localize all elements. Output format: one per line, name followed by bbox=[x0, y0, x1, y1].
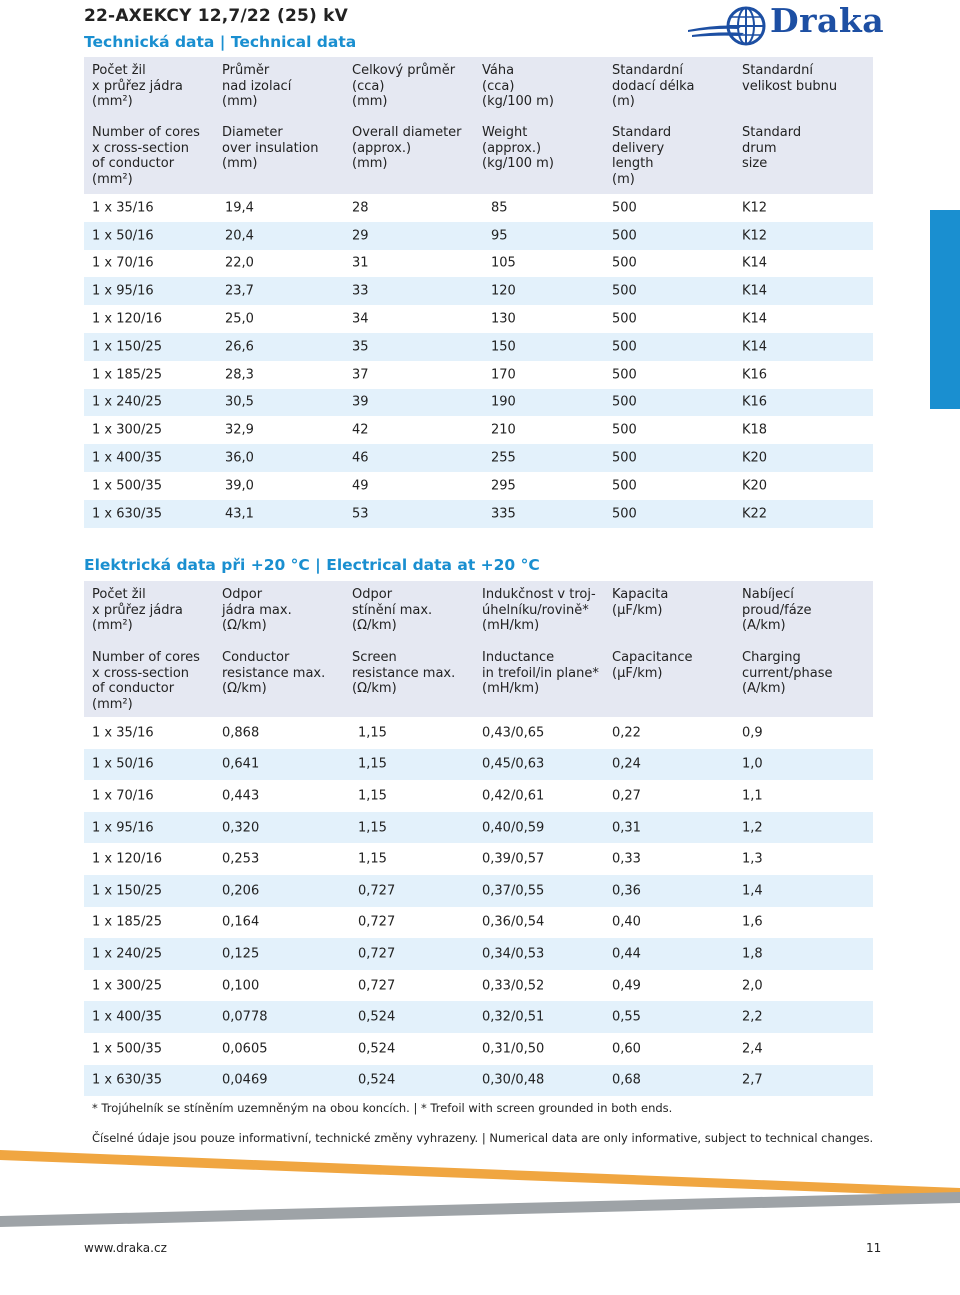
decorative-stripes bbox=[0, 1150, 960, 1230]
table-cell: 0,641 bbox=[222, 756, 260, 772]
table-cell: 85 bbox=[491, 200, 508, 216]
table-row bbox=[84, 907, 873, 939]
table-cell: 500 bbox=[612, 311, 637, 327]
table-cell: 1 x 300/25 bbox=[92, 978, 162, 994]
globe-icon bbox=[688, 4, 768, 48]
table-row bbox=[84, 875, 873, 907]
table-cell: 1,15 bbox=[358, 756, 387, 772]
table-cell: 0,0605 bbox=[222, 1041, 268, 1057]
table-cell: 0,30/0,48 bbox=[482, 1072, 545, 1088]
table-cell: 53 bbox=[352, 506, 369, 522]
table-cell: 0,39/0,57 bbox=[482, 851, 545, 867]
orange-stripe bbox=[0, 1150, 960, 1197]
table-cell: 1 x 500/35 bbox=[92, 1041, 162, 1057]
table-cell: 1 x 185/25 bbox=[92, 367, 162, 383]
table-cell: 0,22 bbox=[612, 725, 641, 741]
table-cell: 0,727 bbox=[358, 978, 396, 994]
table-header bbox=[84, 581, 873, 717]
table-cell: 1 x 95/16 bbox=[92, 283, 154, 299]
table-cell: 46 bbox=[352, 450, 369, 466]
table-cell: 0,125 bbox=[222, 946, 260, 962]
table-row bbox=[84, 250, 873, 278]
table-cell: 500 bbox=[612, 339, 637, 355]
table-cell: 1,8 bbox=[742, 946, 763, 962]
table-cell: 500 bbox=[612, 450, 637, 466]
table-header bbox=[84, 57, 873, 194]
table-cell: 19,4 bbox=[225, 200, 254, 216]
table-cell: 0,40/0,59 bbox=[482, 820, 545, 836]
table-cell: 0,49 bbox=[612, 978, 641, 994]
table-cell: 0,34/0,53 bbox=[482, 946, 545, 962]
table-cell: 39,0 bbox=[225, 478, 254, 494]
table-cell: 0,40 bbox=[612, 914, 641, 930]
table-row bbox=[84, 1033, 873, 1065]
table-cell: 500 bbox=[612, 228, 637, 244]
table-cell: 0,44 bbox=[612, 946, 641, 962]
table-row bbox=[84, 333, 873, 361]
table-cell: 1 x 150/25 bbox=[92, 883, 162, 899]
table-cell: 1 x 500/35 bbox=[92, 478, 162, 494]
table-cell: 1 x 185/25 bbox=[92, 914, 162, 930]
column-header-cz: Nabíjecí proud/fáze (A/km) bbox=[742, 587, 812, 633]
table-cell: 1,15 bbox=[358, 851, 387, 867]
table-row bbox=[84, 717, 873, 749]
table-cell: 1,2 bbox=[742, 820, 763, 836]
column-header-cz: Odpor stínění max. (Ω/km) bbox=[352, 587, 433, 633]
side-tab-marker bbox=[930, 210, 960, 409]
trefoil-footnote: * Trojúhelník se stíněním uzemněným na obou koncích. | * Trefoil with screen grounded in both ends. bbox=[92, 1101, 673, 1115]
table-cell: 35 bbox=[352, 339, 369, 355]
table-cell: K12 bbox=[742, 200, 768, 216]
table-cell: 1 x 240/25 bbox=[92, 394, 162, 410]
table-cell: 26,6 bbox=[225, 339, 254, 355]
electrical-data-table bbox=[84, 581, 873, 1096]
technical-data-heading: Technická data | Technical data bbox=[84, 33, 357, 51]
table-cell: 120 bbox=[491, 283, 516, 299]
column-header-cz: Kapacita (μF/km) bbox=[612, 587, 669, 618]
column-header-cz: Standardní velikost bubnu bbox=[742, 63, 838, 94]
table-cell: 0,33 bbox=[612, 851, 641, 867]
table-cell: 95 bbox=[491, 228, 508, 244]
table-row bbox=[84, 305, 873, 333]
table-cell: 0,43/0,65 bbox=[482, 725, 545, 741]
table-cell: 25,0 bbox=[225, 311, 254, 327]
table-cell: 0,524 bbox=[358, 1041, 396, 1057]
table-cell: 500 bbox=[612, 255, 637, 271]
column-header-en: Number of cores x cross-section of conductor (mm²) bbox=[92, 650, 200, 712]
table-cell: 23,7 bbox=[225, 283, 254, 299]
table-cell: 39 bbox=[352, 394, 369, 410]
column-header-en: Diameter over insulation (mm) bbox=[222, 125, 319, 171]
table-cell: 0,45/0,63 bbox=[482, 756, 545, 772]
table-row bbox=[84, 1001, 873, 1033]
logo-wordmark: Draka bbox=[770, 1, 885, 40]
table-cell: 1 x 70/16 bbox=[92, 788, 154, 804]
table-row bbox=[84, 1065, 873, 1097]
column-header-en: Standard drum size bbox=[742, 125, 802, 171]
column-header-en: Charging current/phase (A/km) bbox=[742, 650, 833, 696]
table-cell: 1,4 bbox=[742, 883, 763, 899]
table-cell: 0,727 bbox=[358, 914, 396, 930]
table-cell: 1,1 bbox=[742, 788, 763, 804]
table-cell: 0,60 bbox=[612, 1041, 641, 1057]
table-cell: 210 bbox=[491, 422, 516, 438]
table-cell: 0,36/0,54 bbox=[482, 914, 545, 930]
table-cell: 43,1 bbox=[225, 506, 254, 522]
table-cell: 130 bbox=[491, 311, 516, 327]
table-cell: 31 bbox=[352, 255, 369, 271]
table-cell: 1,15 bbox=[358, 788, 387, 804]
table-cell: 335 bbox=[491, 506, 516, 522]
table-cell: 1 x 50/16 bbox=[92, 228, 154, 244]
table-cell: 29 bbox=[352, 228, 369, 244]
table-cell: 0,0778 bbox=[222, 1009, 268, 1025]
table-row bbox=[84, 361, 873, 389]
table-cell: 49 bbox=[352, 478, 369, 494]
column-header-en: Conductor resistance max. (Ω/km) bbox=[222, 650, 326, 696]
table-cell: 0,31 bbox=[612, 820, 641, 836]
table-cell: 1,6 bbox=[742, 914, 763, 930]
table-cell: 500 bbox=[612, 506, 637, 522]
table-cell: 0,727 bbox=[358, 883, 396, 899]
table-body bbox=[84, 717, 873, 1096]
table-cell: 1 x 50/16 bbox=[92, 756, 154, 772]
table-cell: 0,24 bbox=[612, 756, 641, 772]
table-cell: 2,0 bbox=[742, 978, 763, 994]
table-cell: 0,443 bbox=[222, 788, 260, 804]
table-cell: 2,7 bbox=[742, 1072, 763, 1088]
table-cell: 34 bbox=[352, 311, 369, 327]
column-header-cz: Průměr nad izolací (mm) bbox=[222, 63, 292, 109]
column-header-en: Weight (approx.) (kg/100 m) bbox=[482, 125, 554, 171]
footer-url: www.draka.cz bbox=[84, 1241, 167, 1255]
table-cell: 1 x 95/16 bbox=[92, 820, 154, 836]
table-cell: 0,33/0,52 bbox=[482, 978, 545, 994]
column-header-cz: Váha (cca) (kg/100 m) bbox=[482, 63, 554, 109]
draka-logo bbox=[688, 1, 885, 48]
table-cell: K14 bbox=[742, 255, 768, 271]
table-cell: 1 x 35/16 bbox=[92, 200, 154, 216]
table-cell: 28 bbox=[352, 200, 369, 216]
table-cell: 1,15 bbox=[358, 820, 387, 836]
table-cell: 20,4 bbox=[225, 228, 254, 244]
table-body bbox=[84, 194, 873, 528]
table-row bbox=[84, 843, 873, 875]
table-cell: K18 bbox=[742, 422, 768, 438]
disclaimer-footnote: Číselné údaje jsou pouze informativní, technické změny vyhrazeny. | Numerical data are only informative, subject to technical changes. bbox=[92, 1131, 874, 1145]
table-cell: K20 bbox=[742, 478, 768, 494]
table-cell: 0,0469 bbox=[222, 1072, 268, 1088]
page-number: 11 bbox=[866, 1241, 882, 1255]
column-header-en: Standard delivery length (m) bbox=[612, 125, 672, 187]
table-row bbox=[84, 938, 873, 970]
table-cell: 0,100 bbox=[222, 978, 260, 994]
table-row bbox=[84, 780, 873, 812]
table-cell: 22,0 bbox=[225, 255, 254, 271]
technical-data-table bbox=[84, 57, 873, 528]
table-row bbox=[84, 500, 873, 528]
table-cell: 500 bbox=[612, 200, 637, 216]
column-header-cz: Počet žil x průřez jádra (mm²) bbox=[92, 587, 183, 633]
table-cell: 33 bbox=[352, 283, 369, 299]
column-header-en: Overall diameter (approx.) (mm) bbox=[352, 125, 462, 171]
table-cell: 190 bbox=[491, 394, 516, 410]
table-cell: 500 bbox=[612, 478, 637, 494]
column-header-en: Inductance in trefoil/in plane* (mH/km) bbox=[482, 650, 599, 696]
table-cell: K16 bbox=[742, 367, 768, 383]
electrical-data-heading: Elektrická data při +20 °C | Electrical data at +20 °C bbox=[84, 556, 540, 574]
table-cell: 1 x 240/25 bbox=[92, 946, 162, 962]
column-header-cz: Celkový průměr (cca) (mm) bbox=[352, 63, 456, 109]
column-header-cz: Indukčnost v troj- úhelníku/rovině* (mH/km) bbox=[482, 587, 596, 633]
table-row bbox=[84, 812, 873, 844]
column-header-en: Capacitance (μF/km) bbox=[612, 650, 693, 681]
table-cell: 170 bbox=[491, 367, 516, 383]
table-cell: 500 bbox=[612, 367, 637, 383]
table-cell: 0,9 bbox=[742, 725, 763, 741]
table-cell: K22 bbox=[742, 506, 768, 522]
column-header-en: Screen resistance max. (Ω/km) bbox=[352, 650, 456, 696]
column-header-cz: Standardní dodací délka (m) bbox=[612, 63, 695, 109]
table-row bbox=[84, 444, 873, 472]
column-header-cz: Odpor jádra max. (Ω/km) bbox=[222, 587, 292, 633]
table-cell: 1 x 150/25 bbox=[92, 339, 162, 355]
table-cell: 1,15 bbox=[358, 725, 387, 741]
table-cell: 1 x 630/35 bbox=[92, 506, 162, 522]
table-cell: 1 x 35/16 bbox=[92, 725, 154, 741]
table-cell: 255 bbox=[491, 450, 516, 466]
table-cell: 1 x 120/16 bbox=[92, 851, 162, 867]
table-cell: 500 bbox=[612, 394, 637, 410]
table-cell: 1 x 70/16 bbox=[92, 255, 154, 271]
table-row bbox=[84, 970, 873, 1002]
table-cell: 1,3 bbox=[742, 851, 763, 867]
table-cell: 28,3 bbox=[225, 367, 254, 383]
table-row bbox=[84, 194, 873, 222]
page-title: 22-AXEKCY 12,7/22 (25) kV bbox=[84, 6, 349, 26]
column-header-cz: Počet žil x průřez jádra (mm²) bbox=[92, 63, 183, 109]
table-cell: 295 bbox=[491, 478, 516, 494]
table-cell: 500 bbox=[612, 283, 637, 299]
table-cell: K12 bbox=[742, 228, 768, 244]
table-cell: 1 x 630/35 bbox=[92, 1072, 162, 1088]
table-cell: K14 bbox=[742, 339, 768, 355]
table-cell: 30,5 bbox=[225, 394, 254, 410]
table-cell: 1,0 bbox=[742, 756, 763, 772]
table-cell: 150 bbox=[491, 339, 516, 355]
table-cell: 0,32/0,51 bbox=[482, 1009, 545, 1025]
table-cell: 36,0 bbox=[225, 450, 254, 466]
table-cell: 0,320 bbox=[222, 820, 260, 836]
table-cell: 0,55 bbox=[612, 1009, 641, 1025]
table-cell: 0,42/0,61 bbox=[482, 788, 545, 804]
table-cell: 2,4 bbox=[742, 1041, 763, 1057]
column-header-en: Number of cores x cross-section of conductor (mm²) bbox=[92, 125, 200, 187]
gray-stripe bbox=[0, 1192, 960, 1227]
table-cell: 42 bbox=[352, 422, 369, 438]
table-cell: 0,524 bbox=[358, 1072, 396, 1088]
table-cell: 1 x 120/16 bbox=[92, 311, 162, 327]
table-cell: 0,253 bbox=[222, 851, 260, 867]
table-cell: 0,868 bbox=[222, 725, 260, 741]
table-row bbox=[84, 749, 873, 781]
table-cell: 0,31/0,50 bbox=[482, 1041, 545, 1057]
table-cell: 1 x 300/25 bbox=[92, 422, 162, 438]
table-cell: K14 bbox=[742, 311, 768, 327]
table-cell: 105 bbox=[491, 255, 516, 271]
table-row bbox=[84, 222, 873, 250]
table-cell: 0,37/0,55 bbox=[482, 883, 545, 899]
table-cell: 0,524 bbox=[358, 1009, 396, 1025]
table-cell: 1 x 400/35 bbox=[92, 1009, 162, 1025]
table-cell: 0,27 bbox=[612, 788, 641, 804]
table-cell: K20 bbox=[742, 450, 768, 466]
table-row bbox=[84, 472, 873, 500]
table-cell: 37 bbox=[352, 367, 369, 383]
table-cell: 32,9 bbox=[225, 422, 254, 438]
table-cell: 0,68 bbox=[612, 1072, 641, 1088]
table-cell: 2,2 bbox=[742, 1009, 763, 1025]
table-cell: K16 bbox=[742, 394, 768, 410]
table-cell: K14 bbox=[742, 283, 768, 299]
table-cell: 0,164 bbox=[222, 914, 260, 930]
table-cell: 0,727 bbox=[358, 946, 396, 962]
table-row bbox=[84, 277, 873, 305]
table-cell: 0,206 bbox=[222, 883, 260, 899]
table-row bbox=[84, 416, 873, 444]
table-cell: 0,36 bbox=[612, 883, 641, 899]
table-cell: 500 bbox=[612, 422, 637, 438]
table-cell: 1 x 400/35 bbox=[92, 450, 162, 466]
table-row bbox=[84, 389, 873, 417]
